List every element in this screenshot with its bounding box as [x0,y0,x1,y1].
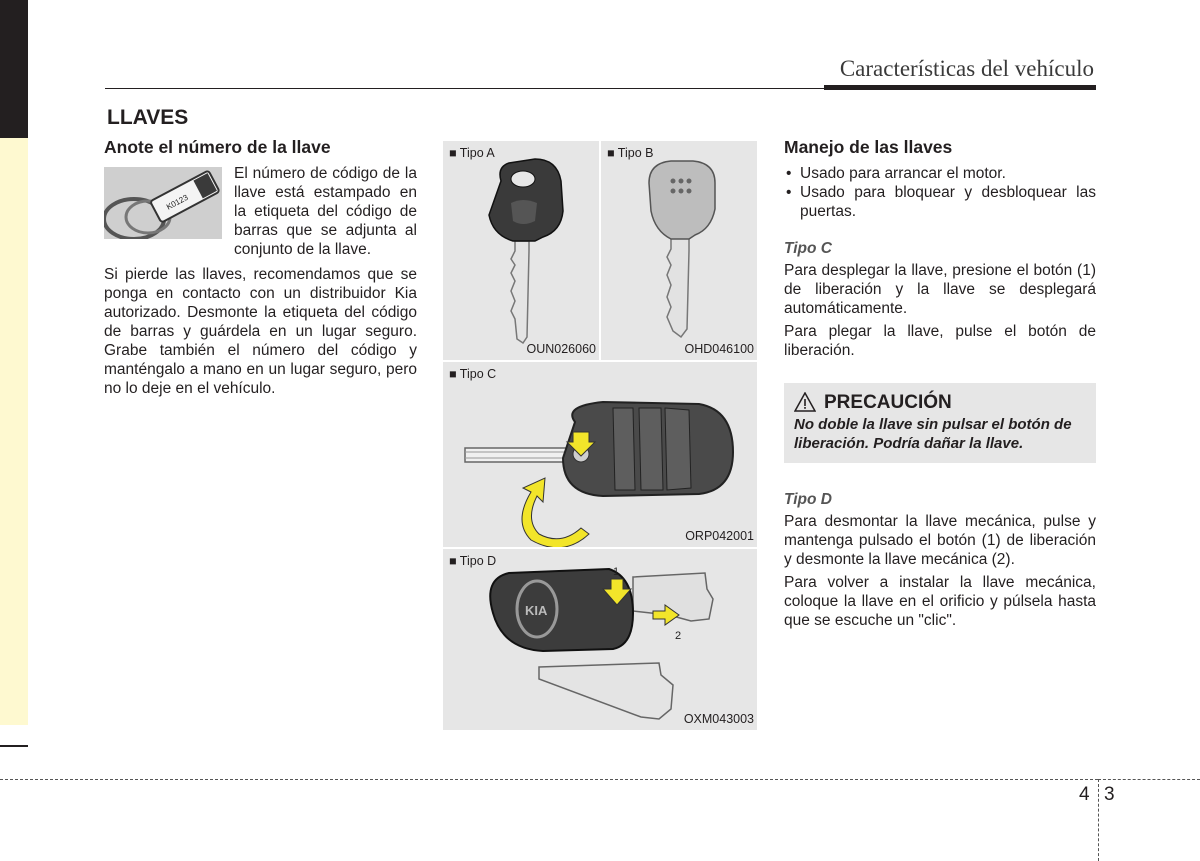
tipo-c-heading: Tipo C [784,240,832,257]
tipo-d-paragraph-2: Para volver a instalar la llave mecánica, coloque la llave en el orificio y púlsela hasta que se escuche un "clic". [784,574,1096,629]
chapter-tab-highlight [0,138,28,725]
figure-code-tipo-b: OHD046100 [684,342,754,356]
key-tag-label: K0123 [164,192,190,212]
list-item: • Usado para arrancar el motor. [784,164,1096,183]
lost-keys-paragraph: Si pierde las llaves, recomendamos que se ponga en contacto con un distribuidor Kia autorizado. Desmonte la etiqueta del código de barras y guárdela en un lugar seguro. Grabe también el número del código y manténgalo a mano en un lugar seguro, pero no lo deje en el vehículo. [104,266,417,397]
page-number: 3 [1104,784,1115,805]
key-number-heading: Anote el número de la llave [104,137,331,157]
caution-text: No doble la llave sin pulsar el botón de liberación. Podría dañar la llave. [794,416,1072,452]
figure-label-tipo-d: ■ Tipo D [449,554,497,568]
key-type-b-illustration [601,141,757,360]
figure-tipo-c [443,362,757,547]
warning-triangle-icon [794,392,816,412]
figures-column [443,141,757,730]
tipo-c-paragraph-1: Para desplegar la llave, presione el botón (1) de liberación y la llave se desplegará automáticamente. [784,262,1096,317]
key-tag-description: El número de código de la llave está estampado en la etiqueta del código de barras que se adjunta al conjunto de la llave. [234,165,417,258]
tipo-d-heading: Tipo D [784,491,832,508]
tipo-c-paragraph-2: Para plegar la llave, pulse el botón de liberación. [784,323,1096,359]
chapter-number: 4 [1079,784,1090,805]
figure-tipo-b [601,141,757,360]
kia-logo: KIA [525,603,548,618]
figure-label-tipo-c: ■ Tipo C [449,367,497,381]
figure-code-tipo-d: OXM043003 [683,712,754,726]
running-header: Características del vehículo [839,56,1094,81]
caution-header [794,392,1086,412]
key-type-d-illustration [443,549,757,730]
section-title: LLAVES [107,106,189,129]
footer-rule-right [1098,779,1200,780]
key-type-c-illustration [443,362,757,547]
figure-tipo-d [443,549,757,730]
chapter-tab-rule [0,745,28,747]
callout-2: 2 [675,630,682,642]
caution-title: PRECAUCIÓN [824,391,952,413]
figure-tipo-a [443,141,599,360]
key-tag-image [104,167,222,239]
left-column [104,138,417,398]
right-column [784,138,1096,630]
footer-divider [1098,779,1099,861]
callout-1: 1 [613,566,620,578]
chapter-tab [0,0,28,138]
key-handling-heading: Manejo de las llaves [784,137,953,157]
header-rule-accent [824,85,1096,90]
key-tag-block [104,164,417,259]
figure-label-tipo-b: ■ Tipo B [607,146,654,160]
figure-code-tipo-a: OUN026060 [526,342,596,356]
figure-code-tipo-c: ORP042001 [685,529,754,543]
caution-box [784,383,1096,463]
tipo-d-paragraph-1: Para desmontar la llave mecánica, pulse y mantenga pulsado el botón (1) de liberación y desmonte la llave mecánica (2). [784,513,1096,568]
figure-label-tipo-a: ■ Tipo A [449,146,495,160]
usage-list [784,164,1096,221]
list-item: • Usado para bloquear y desbloquear las puertas. [784,183,1096,221]
key-type-a-illustration [443,141,599,360]
footer-rule [0,779,1098,780]
